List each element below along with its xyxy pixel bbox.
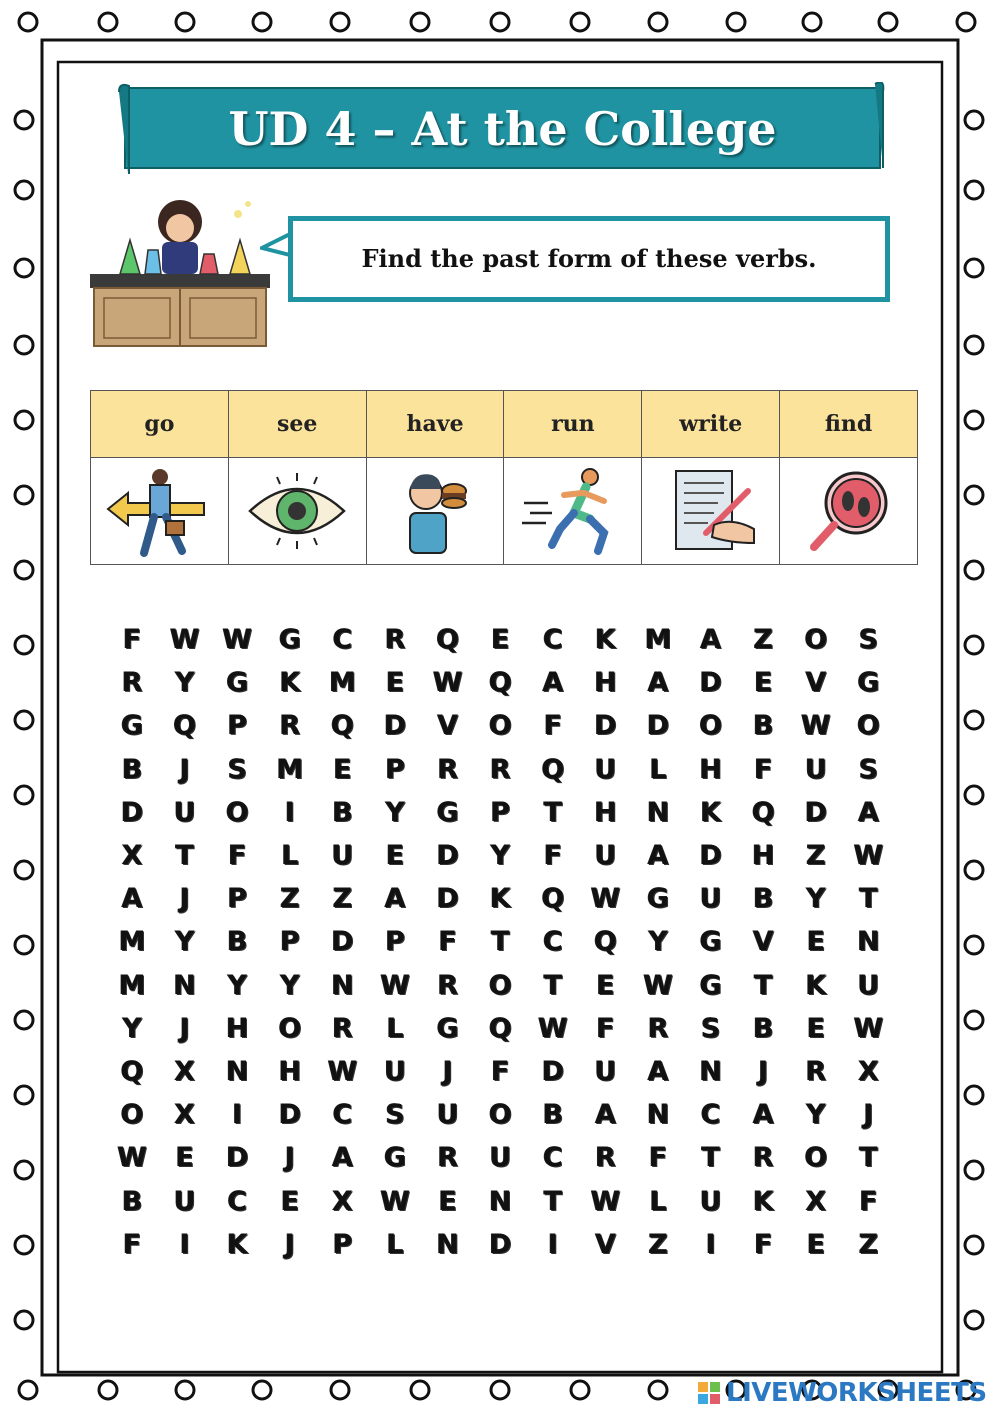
grid-letter[interactable]: R (489, 753, 511, 785)
grid-letter[interactable]: W (380, 1185, 410, 1217)
grid-letter[interactable]: G (699, 926, 722, 958)
grid-letter[interactable]: H (699, 753, 722, 785)
grid-letter[interactable]: D (699, 667, 722, 699)
grid-letter[interactable]: W (117, 1142, 147, 1174)
grid-letter[interactable]: J (284, 1142, 295, 1174)
verb-icons-row (91, 458, 918, 565)
grid-letter[interactable]: C (542, 1142, 563, 1174)
grid-letter[interactable]: R (384, 624, 406, 655)
grid-letter[interactable]: N (646, 796, 670, 828)
grid-letter[interactable]: X (805, 1185, 827, 1217)
grid-letter[interactable]: M (118, 926, 146, 958)
grid-letter[interactable]: N (488, 1185, 512, 1217)
verb-label: go (91, 391, 229, 458)
verb-label: write (642, 391, 780, 458)
grid-letter[interactable]: P (227, 883, 248, 915)
grid-letter[interactable]: E (280, 1185, 300, 1217)
grid-letter[interactable]: Y (806, 1099, 826, 1131)
grid-letter[interactable]: Q (330, 710, 354, 742)
grid-letter[interactable]: E (175, 1142, 194, 1174)
grid-letter[interactable]: Y (174, 926, 195, 958)
grid-row (112, 1093, 892, 1136)
grid-letter[interactable]: W (590, 1185, 621, 1217)
grid-letter[interactable]: J (179, 753, 190, 785)
grid-letter[interactable]: T (543, 796, 562, 828)
grid-letter[interactable]: O (488, 1099, 512, 1131)
grid-letter[interactable]: H (278, 1056, 302, 1087)
grid-letter[interactable]: R (437, 753, 458, 785)
grid-letter[interactable]: R (594, 1142, 616, 1174)
verb-label: have (366, 391, 504, 458)
grid-letter[interactable]: D (225, 1142, 249, 1174)
grid-letter[interactable]: H (225, 1012, 249, 1044)
grid-letter[interactable]: W (327, 1056, 358, 1087)
grid-letter[interactable]: N (699, 1056, 722, 1087)
grid-letter[interactable]: O (804, 1142, 828, 1174)
grid-letter[interactable]: G (226, 667, 249, 699)
verb-label: find (780, 391, 918, 458)
grid-letter[interactable]: K (594, 624, 616, 655)
liveworksheets-logo (698, 1376, 998, 1408)
grid-letter[interactable]: M (644, 624, 672, 655)
grid-letter[interactable]: Q (488, 1012, 512, 1044)
grid-letter[interactable]: Z (858, 1228, 879, 1260)
grid-letter[interactable]: S (858, 753, 879, 785)
grid-letter[interactable]: M (118, 969, 146, 1001)
grid-letter[interactable]: U (384, 1056, 406, 1087)
grid-letter[interactable]: Q (541, 883, 565, 915)
grid-letter[interactable]: E (753, 667, 773, 699)
grid-row (112, 661, 892, 704)
grid-letter[interactable]: C (700, 1099, 721, 1131)
grid-letter[interactable]: W (590, 883, 621, 915)
grid-letter[interactable]: E (596, 969, 615, 1001)
teacher-lab-illustration (90, 190, 270, 350)
grid-letter[interactable]: J (179, 883, 190, 915)
grid-letter[interactable]: E (806, 1012, 826, 1044)
grid-letter[interactable]: G (383, 1142, 407, 1174)
grid-row (112, 1050, 892, 1093)
grid-letter[interactable]: B (542, 1099, 564, 1131)
grid-letter[interactable]: F (596, 1012, 615, 1044)
grid-letter[interactable]: L (386, 1012, 404, 1044)
grid-letter[interactable]: D (594, 710, 617, 742)
grid-letter[interactable]: F (122, 624, 142, 655)
grid-letter[interactable]: L (386, 1228, 404, 1260)
grid-letter[interactable]: O (488, 710, 512, 742)
magnifier-footprints-icon (794, 463, 904, 559)
grid-letter[interactable]: P (385, 926, 405, 958)
grid-letter[interactable]: Q (541, 753, 565, 785)
instruction-text: Find the past form of these verbs. (361, 244, 817, 273)
grid-row (112, 1180, 892, 1223)
grid-letter[interactable]: E (438, 1185, 457, 1217)
grid-letter[interactable]: D (331, 926, 354, 958)
grid-letter[interactable]: O (488, 969, 512, 1001)
grid-letter[interactable]: U (489, 1142, 512, 1174)
grid-letter[interactable]: C (227, 1185, 248, 1217)
grid-letter[interactable]: I (284, 796, 295, 828)
grid-letter[interactable]: X (121, 840, 143, 871)
grid-letter[interactable]: W (432, 667, 463, 699)
grid-letter[interactable]: W (800, 710, 831, 742)
grid-letter[interactable]: O (225, 796, 249, 828)
grid-letter[interactable]: Z (753, 624, 773, 655)
grid-letter[interactable]: G (436, 796, 459, 828)
grid-letter[interactable]: K (226, 1228, 248, 1260)
grid-letter[interactable]: Q (120, 1056, 144, 1087)
grid-letter[interactable]: D (699, 840, 722, 871)
verb-icon-cell (91, 458, 229, 565)
grid-row (112, 877, 892, 920)
grid-letter[interactable]: K (752, 1185, 774, 1217)
grid-letter[interactable]: D (436, 883, 459, 915)
grid-letter[interactable]: I (232, 1099, 243, 1131)
eye-icon (242, 463, 352, 559)
grid-letter[interactable]: B (332, 796, 353, 828)
grid-letter[interactable]: N (225, 1056, 249, 1087)
grid-letter[interactable]: A (647, 667, 669, 699)
grid-letter[interactable]: A (752, 1099, 774, 1131)
grid-letter[interactable]: K (489, 883, 511, 915)
grid-letter[interactable]: X (331, 1185, 353, 1217)
grid-letter[interactable]: S (227, 753, 247, 785)
grid-letter[interactable]: G (120, 710, 144, 742)
grid-letter[interactable]: M (328, 667, 356, 699)
grid-letter[interactable]: X (174, 1099, 195, 1131)
verb-label: run (504, 391, 642, 458)
grid-letter[interactable]: A (857, 796, 879, 828)
grid-letter[interactable]: H (594, 796, 617, 828)
grid-letter[interactable]: B (226, 926, 248, 958)
grid-letter[interactable]: G (646, 883, 670, 915)
grid-letter[interactable]: R (121, 667, 143, 699)
grid-letter[interactable]: B (752, 883, 774, 915)
grid-letter[interactable]: D (541, 1056, 564, 1087)
grid-row (112, 1007, 892, 1050)
verbs-table (90, 390, 918, 565)
verb-label: see (228, 391, 366, 458)
grid-letter[interactable]: J (758, 1056, 769, 1087)
grid-letter[interactable]: F (543, 710, 563, 742)
grid-letter[interactable]: W (853, 1012, 884, 1044)
grid-letter[interactable]: A (594, 1099, 616, 1131)
grid-letter[interactable]: L (649, 1185, 667, 1217)
liveworksheets-badge-icon (698, 1382, 720, 1404)
grid-letter[interactable]: N (857, 926, 880, 958)
grid-letter[interactable]: N (436, 1228, 459, 1260)
grid-letter[interactable]: D (383, 710, 407, 742)
grid-letter[interactable]: A (542, 667, 564, 699)
grid-letter[interactable]: H (751, 840, 775, 871)
walking-man-arrow-icon (104, 463, 214, 559)
grid-letter[interactable]: T (859, 1142, 878, 1174)
grid-letter[interactable]: O (120, 1099, 144, 1131)
grid-letter[interactable]: T (543, 1185, 562, 1217)
grid-letter[interactable]: M (276, 753, 304, 785)
grid-letter[interactable]: S (858, 624, 879, 655)
verb-labels-row (91, 391, 918, 458)
grid-row (112, 920, 892, 963)
grid-letter[interactable]: G (699, 969, 722, 1001)
grid-letter[interactable]: V (752, 926, 774, 958)
grid-letter[interactable]: V (437, 710, 459, 742)
grid-letter[interactable]: E (806, 1228, 826, 1260)
grid-letter[interactable]: Y (806, 883, 826, 915)
page-title: UD 4 – At the College (228, 102, 777, 156)
grid-letter[interactable]: L (649, 753, 667, 785)
grid-letter[interactable]: W (380, 969, 410, 1001)
grid-letter[interactable]: A (384, 883, 406, 915)
grid-letter[interactable]: E (490, 624, 510, 655)
grid-letter[interactable]: E (333, 753, 352, 785)
grid-letter[interactable]: Y (648, 926, 668, 958)
grid-row (112, 791, 892, 834)
grid-letter[interactable]: R (437, 969, 458, 1001)
grid-letter[interactable]: X (174, 1056, 195, 1087)
grid-letter[interactable]: T (543, 969, 562, 1001)
grid-letter[interactable]: U (594, 840, 617, 871)
grid-letter[interactable]: E (806, 926, 826, 958)
grid-letter[interactable]: V (594, 1228, 616, 1260)
grid-letter[interactable]: D (646, 710, 670, 742)
grid-row (112, 834, 892, 877)
grid-letter[interactable]: N (646, 1099, 670, 1131)
grid-letter[interactable]: N (173, 969, 196, 1001)
grid-letter[interactable]: T (753, 969, 773, 1001)
grid-letter[interactable]: C (542, 926, 563, 958)
grid-letter[interactable]: Y (122, 1012, 142, 1044)
grid-letter[interactable]: Y (227, 969, 247, 1001)
grid-letter[interactable]: J (442, 1056, 453, 1087)
grid-letter[interactable]: F (543, 840, 563, 871)
grid-letter[interactable]: Y (490, 840, 510, 871)
grid-letter[interactable]: G (857, 667, 880, 699)
grid-letter[interactable]: T (490, 926, 510, 958)
grid-letter[interactable]: U (699, 1185, 722, 1217)
grid-letter[interactable]: U (594, 753, 617, 785)
grid-letter[interactable]: C (542, 624, 563, 655)
grid-letter[interactable]: O (699, 710, 723, 742)
verb-icon-cell (642, 458, 780, 565)
grid-letter[interactable]: S (700, 1012, 721, 1044)
grid-row (112, 964, 892, 1007)
grid-letter[interactable]: D (278, 1099, 301, 1131)
grid-letter[interactable]: I (705, 1228, 716, 1260)
grid-letter[interactable]: J (284, 1228, 295, 1260)
grid-letter[interactable]: F (438, 926, 457, 958)
grid-letter[interactable]: B (121, 1185, 143, 1217)
grid-letter[interactable]: W (643, 969, 673, 1001)
grid-row (112, 1136, 892, 1179)
grid-letter[interactable]: U (594, 1056, 617, 1087)
grid-letter[interactable]: O (856, 710, 880, 742)
grid-letter[interactable]: P (227, 710, 248, 742)
grid-row (112, 704, 892, 747)
grid-letter[interactable]: D (804, 796, 827, 828)
grid-letter[interactable]: Z (332, 883, 353, 915)
grid-letter[interactable]: Y (280, 969, 300, 1001)
grid-row (112, 1223, 892, 1266)
grid-letter[interactable]: B (121, 753, 143, 785)
grid-letter[interactable]: C (332, 1099, 353, 1131)
grid-letter[interactable]: K (279, 667, 301, 699)
grid-letter[interactable]: Q (593, 926, 617, 958)
grid-letter[interactable]: L (281, 840, 299, 871)
grid-letter[interactable]: K (805, 969, 827, 1001)
grid-letter[interactable]: Z (280, 883, 300, 915)
grid-letter[interactable]: R (647, 1012, 669, 1044)
grid-letter[interactable]: F (753, 753, 773, 785)
grid-letter[interactable]: Q (751, 796, 775, 828)
verb-icon-cell (366, 458, 504, 565)
grid-letter[interactable]: P (332, 1228, 353, 1260)
hand-writing-document-icon (656, 463, 766, 559)
grid-letter[interactable]: R (331, 1012, 353, 1044)
grid-letter[interactable]: K (700, 796, 722, 828)
grid-letter[interactable]: Q (173, 710, 197, 742)
grid-letter[interactable]: G (278, 624, 301, 655)
grid-letter[interactable]: F (490, 1056, 510, 1087)
grid-letter[interactable]: O (278, 1012, 302, 1044)
verb-icon-cell (228, 458, 366, 565)
grid-letter[interactable]: P (490, 796, 511, 828)
instruction-box (288, 216, 890, 302)
grid-letter[interactable]: B (752, 1012, 774, 1044)
grid-letter[interactable]: A (331, 1142, 353, 1174)
verb-icon-cell (780, 458, 918, 565)
grid-letter[interactable]: I (547, 1228, 558, 1260)
grid-letter[interactable]: F (122, 1228, 142, 1260)
grid-letter[interactable]: U (173, 796, 196, 828)
grid-letter[interactable]: T (175, 840, 194, 871)
grid-letter[interactable]: Z (806, 840, 826, 871)
grid-letter[interactable]: Q (436, 624, 460, 655)
grid-letter[interactable]: Z (648, 1228, 668, 1260)
grid-letter[interactable]: T (859, 883, 878, 915)
grid-letter[interactable]: Q (488, 667, 512, 699)
grid-letter[interactable]: Y (385, 796, 405, 828)
grid-letter[interactable]: W (222, 624, 253, 655)
grid-letter[interactable]: P (279, 926, 300, 958)
grid-letter[interactable]: H (594, 667, 617, 699)
grid-letter[interactable]: A (121, 883, 143, 915)
grid-letter[interactable]: D (120, 796, 144, 828)
grid-letter[interactable]: R (805, 1056, 827, 1087)
brand-name: LIVEWORKSHEETS (726, 1378, 987, 1408)
grid-letter[interactable]: J (179, 1012, 190, 1044)
grid-letter[interactable]: A (647, 1056, 669, 1087)
grid-letter[interactable]: F (648, 1142, 668, 1174)
grid-letter[interactable]: N (331, 969, 354, 1001)
grid-letter[interactable]: V (805, 667, 827, 699)
grid-letter[interactable]: W (537, 1012, 568, 1044)
grid-letter[interactable]: O (804, 624, 828, 655)
grid-letter[interactable]: W (169, 624, 200, 655)
grid-letter[interactable]: U (331, 840, 354, 871)
grid-letter[interactable]: A (700, 624, 722, 655)
grid-letter[interactable]: D (436, 840, 459, 871)
grid-letter[interactable]: A (647, 840, 669, 871)
grid-letter[interactable]: T (701, 1142, 720, 1174)
grid-letter[interactable]: F (227, 840, 247, 871)
grid-letter[interactable]: B (752, 710, 774, 742)
grid-letter[interactable]: U (804, 753, 827, 785)
grid-letter[interactable]: S (385, 1099, 405, 1131)
grid-letter[interactable]: F (753, 1228, 773, 1260)
grid-letter[interactable]: G (436, 1012, 459, 1044)
grid-letter[interactable]: U (699, 883, 722, 915)
grid-letter[interactable]: Y (174, 667, 195, 699)
grid-letter[interactable]: J (863, 1099, 874, 1131)
verb-icon-cell (504, 458, 642, 565)
grid-letter[interactable]: D (488, 1228, 512, 1260)
runner-icon (518, 463, 628, 559)
grid-letter[interactable]: I (179, 1228, 190, 1260)
grid-letter[interactable]: R (437, 1142, 458, 1174)
grid-letter[interactable]: W (853, 840, 884, 871)
grid-letter[interactable]: P (385, 753, 405, 785)
grid-letter[interactable]: U (436, 1099, 459, 1131)
grid-letter[interactable]: C (332, 624, 353, 655)
grid-letter[interactable]: E (385, 667, 405, 699)
grid-letter[interactable]: X (857, 1056, 879, 1087)
grid-letter[interactable]: E (385, 840, 405, 871)
grid-letter[interactable]: F (859, 1185, 878, 1217)
grid-letter[interactable]: U (173, 1185, 196, 1217)
grid-letter[interactable]: R (752, 1142, 774, 1174)
grid-row (112, 748, 892, 791)
grid-row (112, 618, 892, 661)
man-eating-burger-icon (380, 463, 490, 559)
grid-letter[interactable]: U (857, 969, 880, 1001)
grid-letter[interactable]: R (279, 710, 301, 742)
